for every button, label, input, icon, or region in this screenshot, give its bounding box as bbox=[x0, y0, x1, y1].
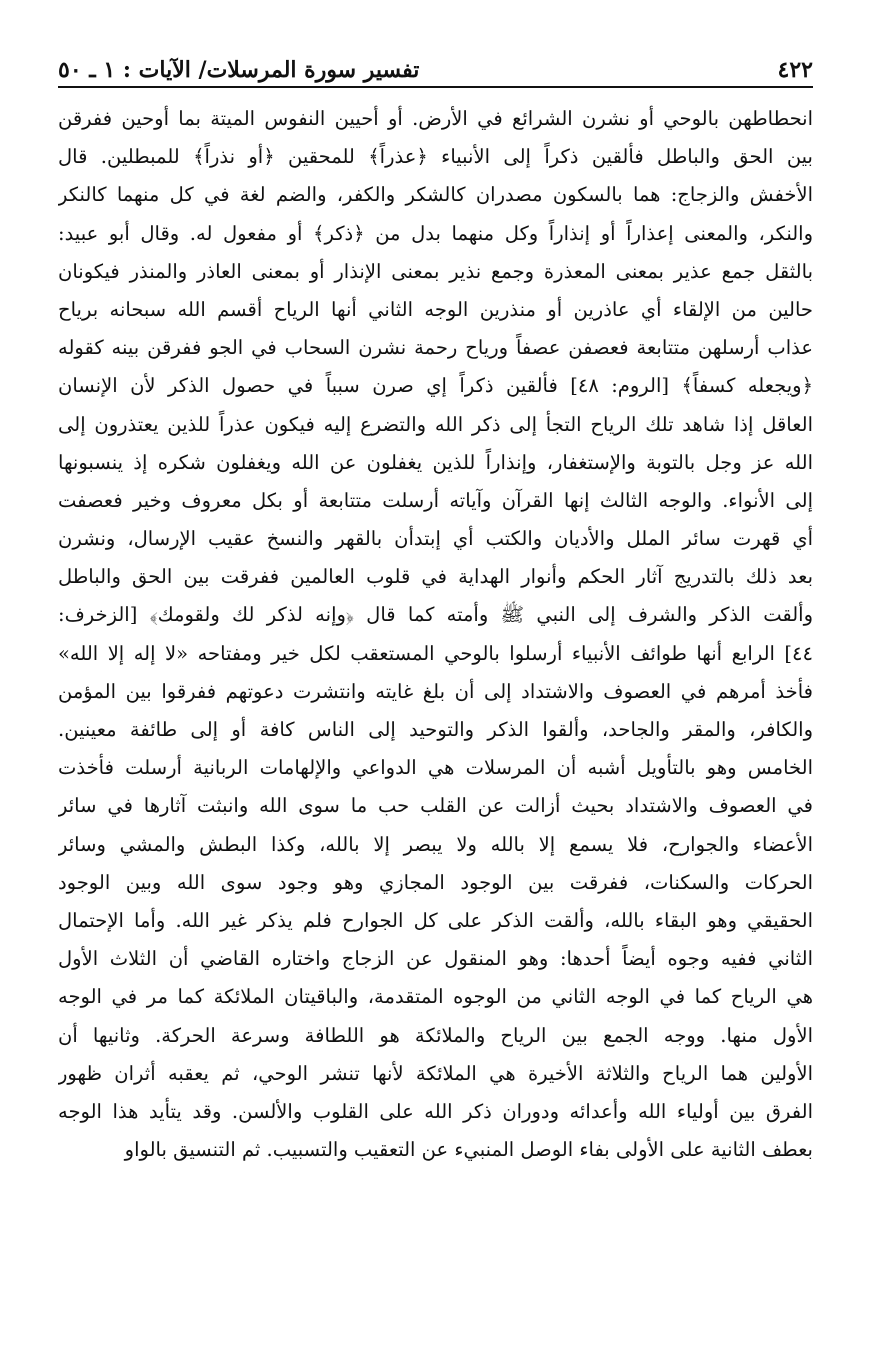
header-rule bbox=[58, 86, 813, 88]
text-line: عذاب أرسلهن متتابعة فعصفن عصفاً ورياح رحمة نشرن السحاب في الجو ففرقن بينه كقوله bbox=[58, 336, 813, 360]
text-line: الحركات والسكنات، ففرقت بين الوجود المجازي وهو وجود سوى الله وبين الوجود bbox=[58, 870, 813, 894]
text-line: الأول منها. ووجه الجمع بين الرياح والملائكة هو اللطافة وسرعة الحركة. وثانيها أن bbox=[58, 1023, 813, 1047]
page-header bbox=[58, 50, 813, 84]
page-number: ٤٢٢ bbox=[777, 57, 813, 83]
body-text bbox=[58, 100, 813, 1169]
text-line: بعد ذلك بالتدريج آثار الحكم وأنوار الهداية في قلوب العالمين ففرقت بين الحق والباطل bbox=[58, 565, 813, 589]
text-line: الحقيقي وهو البقاء بالله، وألقت الذكر على كل الجوارح فلم يذكر غير الله. وأما الإحتمال bbox=[58, 908, 813, 932]
text-line: بالثقل جمع عذير بمعنى المعذرة وجمع نذير بمعنى الإنذار أو بمعنى العاذر والمنذر فيكونان bbox=[58, 259, 813, 283]
text-line: حالين من الإلقاء أي عاذرين أو منذرين الوجه الثاني أنها الرياح أقسم الله سبحانه برياح bbox=[58, 297, 813, 321]
text-line: في العصوف والاشتداد بحيث أزالت عن القلب حب ما سوى الله وانبثت آثارها في سائر bbox=[58, 794, 813, 818]
text-line: العاقل إذا شاهد تلك الرياح التجأ إلى ذكر الله والتضرع إليه فيكون عذراً للذين يعتذرون إلى bbox=[58, 412, 813, 436]
text-line: وألقت الذكر والشرف إلى النبي ﷺ وأمته كما قال ﴿وإنه لذكر لك ولقومك﴾ [الزخرف: bbox=[58, 603, 813, 627]
text-line: إلى الأنواء. والوجه الثالث إنها القرآن وآياته أرسلت متتابعة أو بكل معروف وخير فعصفت bbox=[58, 488, 813, 512]
text-line: الخامس وهو بالتأويل أشبه أن المرسلات هي الدواعي والإلهامات الربانية أرسلت فأخذت bbox=[58, 756, 813, 780]
text-line: هي الرياح كما في الوجه الثاني من الوجوه المتقدمة، والباقيتان الملائكة كما مر في الوجه bbox=[58, 985, 813, 1009]
text-line: انحطاطهن بالوحي أو نشرن الشرائع في الأرض. أو أحيين النفوس الميتة بما أوحين ففرقن bbox=[58, 107, 813, 130]
text-line: الفرق بين أولياء الله وأعدائه ودوران ذكر الله على القلوب والألسن. وقد يتأيد هذا الوجه bbox=[58, 1099, 813, 1123]
text-line: فأخذ أمرهم في العصوف والاشتداد إلى أن بلغ غايته وانتشرت دعوتهم ففرقوا بين المؤمن bbox=[58, 679, 813, 703]
text-line: أي قهرت سائر الملل والأديان والكتب أي إبتدأن بالقهر والنسخ عقيب الإرسال، ونشرن bbox=[58, 527, 813, 551]
text-line: والكافر، والمقر والجاحد، وألقوا الذكر والتوحيد إلى الناس كافة أو إلى طائفة معينين. bbox=[58, 718, 813, 741]
text-line: بعطف الثانية على الأولى بفاء الوصل المنبيء عن التعقيب والتسبيب. ثم التنسيق بالواو bbox=[124, 1138, 813, 1162]
text-line: الأعضاء والجوارح، فلا يسمع إلا بالله ولا يبصر إلا بالله، وكذا البطش والمشي وسائر bbox=[58, 832, 813, 856]
text-line: الله عز وجل بالتوبة والإستغفار، وإنذاراً للذين يغفلون عن الله ويغفلون شكره إذ ينسبونها bbox=[58, 450, 813, 474]
running-title: تفسير سورة المرسلات/ الآيات : ١ ـ ٥٠ bbox=[58, 57, 420, 83]
text-line: الأخفش والزجاج: هما بالسكون مصدران كالشكر والكفر، والضم لغة في كل منهما كالنكر bbox=[58, 183, 813, 207]
text-line: الأولين هما الرياح والثلاثة الأخيرة هي الملائكة لأنها تنشر الوحي، ثم يعقبه أثران ظهور bbox=[58, 1061, 813, 1085]
text-line: بين الحق والباطل فألقين ذكراً إلى الأنبياء ﴿عذراً﴾ للمحقين ﴿أو نذراً﴾ للمبطلين. قال bbox=[58, 145, 813, 169]
text-line: الثاني ففيه وجوه أيضاً أحدها: وهو المنقول عن الزجاج واختاره القاضي أن الثلاث الأول bbox=[58, 947, 813, 971]
text-line: والنكر، والمعنى إعذاراً أو إنذاراً وكل منهما بدل من ﴿ذكر﴾ أو مفعول له. وقال أبو عبيد: bbox=[58, 221, 813, 245]
text-line: ٤٤] الرابع أنها طوائف الأنبياء أرسلوا بالوحي المستعقب لكل خير ومفتاحه «لا إله إلا الله» bbox=[58, 641, 813, 665]
text-line: ﴿ويجعله كسفاً﴾ [الروم: ٤٨] فألقين ذكراً إي صرن سبباً في حصول الذكر لأن الإنسان bbox=[58, 374, 813, 398]
